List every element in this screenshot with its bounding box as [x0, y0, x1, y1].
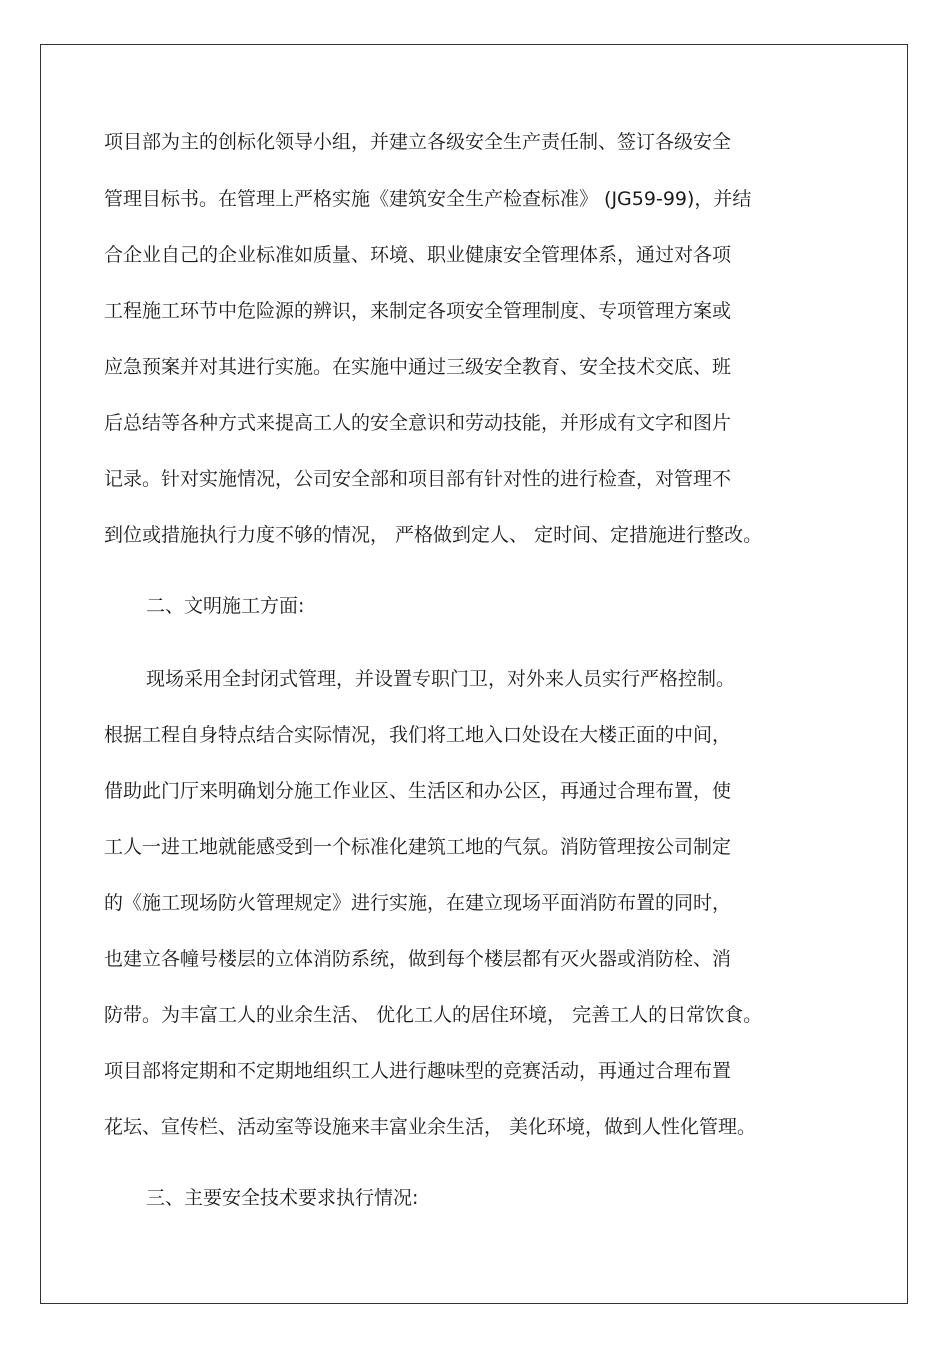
paragraph-1-line-5: 应急预案并对其进行实施。在实施中通过三级安全教育、安全技术交底、班 [104, 356, 732, 378]
paragraph-1-line-6: 后总结等各种方式来提高工人的安全意识和劳动技能，并形成有文字和图片 [104, 412, 732, 434]
paragraph-1-line-1: 项目部为主的创标化领导小组，并建立各级安全生产责任制、签订各级安全 [104, 131, 732, 153]
paragraph-1-line-3: 合企业自己的企业标准如质量、环境、职业健康安全管理体系，通过对各项 [104, 244, 732, 266]
paragraph-1-line-8: 到位或措施执行力度不够的情况， 严格做到定人、 定时间、定措施进行整改。 [104, 524, 763, 546]
paragraph-2-line-3: 借助此门厅来明确划分施工作业区、生活区和办公区，再通过合理布置，使 [104, 780, 732, 802]
paragraph-2-line-4: 工人一进工地就能感受到一个标准化建筑工地的气氛。消防管理按公司制定 [104, 836, 732, 858]
paragraph-2-line-9: 花坛、宣传栏、活动室等设施来丰富业余生活， 美化环境，做到人性化管理。 [104, 1116, 757, 1138]
paragraph-2-line-5: 的《施工现场防火管理规定》进行实施，在建立现场平面消防布置的同时， [104, 892, 732, 914]
paragraph-2-line-1: 现场采用全封闭式管理，并设置专职门卫，对外来人员实行严格控制。 [146, 668, 736, 690]
section-heading-2: 二、文明施工方面: [146, 595, 305, 617]
paragraph-1-line-4: 工程施工环节中危险源的辨识，来制定各项安全管理制度、专项管理方案或 [104, 300, 732, 322]
paragraph-2-line-7: 防带。为丰富工人的业余生活、 优化工人的居住环境， 完善工人的日常饮食。 [104, 1004, 763, 1026]
section-heading-3: 三、主要安全技术要求执行情况: [146, 1187, 419, 1209]
paragraph-2-line-6: 也建立各幢号楼层的立体消防系统，做到每个楼层都有灭火器或消防栓、消 [104, 948, 732, 970]
paragraph-1-line-2: 管理目标书。在管理上严格实施《建筑安全生产检查标准》 (JG59-99)，并结 [104, 188, 752, 210]
paragraph-2-line-8: 项目部将定期和不定期地组织工人进行趣味型的竞赛活动，再通过合理布置 [104, 1060, 732, 1082]
paragraph-2-line-2: 根据工程自身特点结合实际情况，我们将工地入口处设在大楼正面的中间， [104, 724, 732, 746]
paragraph-1-line-7: 记录。针对实施情况，公司安全部和项目部有针对性的进行检查，对管理不 [104, 468, 732, 490]
